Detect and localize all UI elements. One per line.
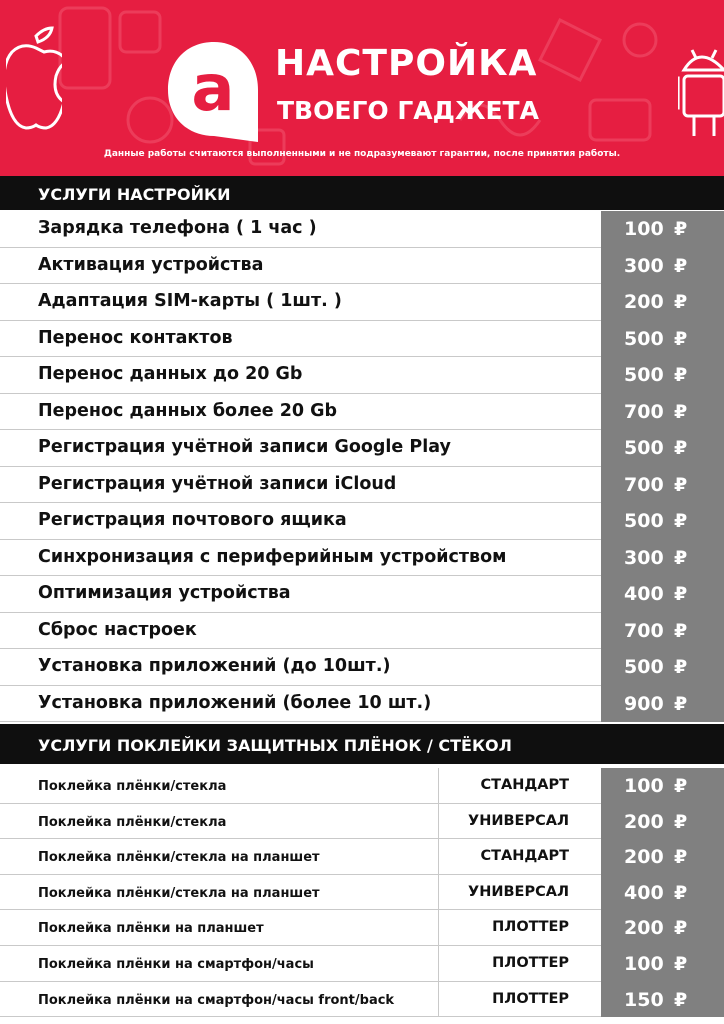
ruble-sign: ₽ bbox=[674, 619, 688, 642]
tier-cell bbox=[438, 875, 601, 910]
film-service-name: Поклейка плёнки/стекла на планшет bbox=[38, 850, 320, 866]
service-row bbox=[0, 686, 724, 723]
title-line-1: НАСТРОЙКА bbox=[275, 43, 538, 84]
service-name: Перенос данных более 20 Gb bbox=[38, 400, 338, 421]
service-name: Перенос данных до 20 Gb bbox=[38, 364, 303, 384]
service-row bbox=[0, 321, 724, 358]
price-cell bbox=[601, 613, 724, 650]
price-cell bbox=[601, 982, 724, 1018]
service-name: Регистрация учётной записи iCloud bbox=[38, 473, 397, 494]
service-name: Зарядка телефона ( 1 час ) bbox=[38, 218, 317, 238]
apple-icon bbox=[6, 26, 62, 146]
price-value: 150 bbox=[624, 988, 664, 1011]
price-value: 500 bbox=[624, 437, 664, 459]
tier-label: СТАНДАРТ bbox=[480, 848, 569, 865]
android-icon bbox=[678, 30, 724, 150]
price-cell bbox=[601, 211, 724, 248]
service-name: Регистрация учётной записи Google Play bbox=[38, 437, 451, 457]
price-cell bbox=[601, 357, 724, 394]
film-service-name: Поклейка плёнки на планшет bbox=[38, 921, 264, 937]
film-service-row bbox=[0, 910, 724, 946]
service-row bbox=[0, 394, 724, 431]
ruble-sign: ₽ bbox=[674, 988, 688, 1011]
film-service-name: Поклейка плёнки на смартфон/часы front/back bbox=[38, 992, 395, 1008]
film-section-header bbox=[0, 724, 724, 764]
service-row bbox=[0, 430, 724, 467]
price-value: 100 bbox=[624, 218, 664, 240]
tier-cell bbox=[438, 804, 601, 839]
price-cell bbox=[601, 649, 724, 686]
film-service-name: Поклейка плёнки на смартфон/часы bbox=[38, 956, 314, 972]
film-service-row bbox=[0, 875, 724, 911]
service-name: Регистрация почтового ящика bbox=[38, 510, 347, 530]
setup-section-title: УСЛУГИ НАСТРОЙКИ bbox=[38, 185, 231, 204]
service-row bbox=[0, 540, 724, 577]
ruble-sign: ₽ bbox=[674, 254, 688, 277]
tier-label: УНИВЕРСАЛ bbox=[468, 883, 569, 900]
ruble-sign: ₽ bbox=[674, 364, 688, 386]
service-row bbox=[0, 211, 724, 248]
price-value: 300 bbox=[624, 546, 664, 569]
price-cell bbox=[601, 875, 724, 911]
price-cell bbox=[601, 321, 724, 358]
ruble-sign: ₽ bbox=[674, 400, 688, 423]
service-row bbox=[0, 576, 724, 613]
price-cell bbox=[601, 248, 724, 285]
price-cell bbox=[601, 768, 724, 804]
price-cell bbox=[601, 946, 724, 982]
ruble-sign: ₽ bbox=[674, 656, 688, 678]
ruble-sign: ₽ bbox=[674, 775, 688, 797]
ruble-sign: ₽ bbox=[674, 473, 688, 496]
film-service-name: Поклейка плёнки/стекла на планшет bbox=[38, 885, 320, 901]
tier-cell bbox=[438, 768, 601, 803]
price-cell bbox=[601, 804, 724, 840]
tier-cell bbox=[438, 910, 601, 945]
ruble-sign: ₽ bbox=[674, 583, 688, 605]
film-service-name: Поклейка плёнки/стекла bbox=[38, 814, 227, 830]
ruble-sign: ₽ bbox=[674, 917, 688, 940]
service-row bbox=[0, 284, 724, 321]
service-name: Сброс настроек bbox=[38, 619, 197, 640]
tier-label: ПЛОТТЕР bbox=[492, 919, 569, 936]
header-banner bbox=[0, 0, 724, 176]
price-value: 200 bbox=[624, 917, 664, 940]
tier-cell bbox=[438, 946, 601, 981]
price-value: 900 bbox=[624, 692, 664, 715]
service-row bbox=[0, 649, 724, 686]
tier-label: ПЛОТТЕР bbox=[492, 990, 569, 1007]
price-value: 400 bbox=[624, 583, 664, 605]
price-value: 100 bbox=[624, 952, 664, 975]
film-services-list bbox=[0, 768, 724, 1017]
service-row bbox=[0, 503, 724, 540]
tier-label: ПЛОТТЕР bbox=[492, 954, 569, 971]
film-service-row bbox=[0, 982, 724, 1018]
price-value: 500 bbox=[624, 656, 664, 678]
price-value: 200 bbox=[624, 291, 664, 313]
price-value: 400 bbox=[624, 881, 664, 904]
price-value: 100 bbox=[624, 775, 664, 797]
brand-logo-icon bbox=[166, 40, 262, 144]
price-cell bbox=[601, 430, 724, 467]
ruble-sign: ₽ bbox=[674, 546, 688, 569]
service-name: Адаптация SIM-карты ( 1шт. ) bbox=[38, 291, 342, 311]
price-value: 300 bbox=[624, 254, 664, 277]
price-value: 500 bbox=[624, 510, 664, 532]
setup-section-header bbox=[0, 176, 724, 210]
film-service-name: Поклейка плёнки/стекла bbox=[38, 779, 227, 794]
ruble-sign: ₽ bbox=[674, 510, 688, 532]
film-service-row bbox=[0, 946, 724, 982]
price-cell bbox=[601, 576, 724, 613]
service-name: Перенос контактов bbox=[38, 327, 233, 348]
ruble-sign: ₽ bbox=[674, 291, 688, 313]
film-service-row bbox=[0, 804, 724, 840]
price-value: 200 bbox=[624, 810, 664, 833]
service-name: Активация устройства bbox=[38, 254, 264, 275]
ruble-sign: ₽ bbox=[674, 952, 688, 975]
film-service-row bbox=[0, 839, 724, 875]
title-line-2: ТВОЕГО ГАДЖЕТА bbox=[277, 96, 539, 125]
ruble-sign: ₽ bbox=[674, 810, 688, 833]
tier-cell bbox=[438, 982, 601, 1017]
tier-cell bbox=[438, 839, 601, 874]
price-cell bbox=[601, 503, 724, 540]
price-cell bbox=[601, 839, 724, 875]
disclaimer-text: Данные работы считаются выполненными и не подразумевают гарантии, после принятия работы. bbox=[103, 149, 621, 159]
service-name: Оптимизация устройства bbox=[38, 583, 291, 603]
ruble-sign: ₽ bbox=[674, 846, 688, 869]
price-cell bbox=[601, 284, 724, 321]
film-section-title: УСЛУГИ ПОКЛЕЙКИ ЗАЩИТНЫХ ПЛЁНОК / СТЁКОЛ bbox=[38, 736, 512, 755]
price-value: 700 bbox=[624, 473, 664, 496]
price-value: 700 bbox=[624, 619, 664, 642]
service-row bbox=[0, 467, 724, 504]
tier-label: СТАНДАРТ bbox=[480, 777, 569, 793]
tier-label: УНИВЕРСАЛ bbox=[468, 812, 569, 829]
logo-letter: a bbox=[191, 52, 235, 126]
ruble-sign: ₽ bbox=[674, 692, 688, 715]
price-cell bbox=[601, 467, 724, 504]
ruble-sign: ₽ bbox=[674, 327, 688, 350]
ruble-sign: ₽ bbox=[674, 218, 688, 240]
price-cell bbox=[601, 686, 724, 723]
ruble-sign: ₽ bbox=[674, 881, 688, 904]
setup-services-list bbox=[0, 211, 724, 722]
service-name: Установка приложений (до 10шт.) bbox=[38, 656, 391, 676]
price-cell bbox=[601, 910, 724, 946]
film-service-row bbox=[0, 768, 724, 804]
price-value: 200 bbox=[624, 846, 664, 869]
price-cell bbox=[601, 540, 724, 577]
service-row bbox=[0, 613, 724, 650]
price-value: 500 bbox=[624, 327, 664, 350]
price-value: 700 bbox=[624, 400, 664, 423]
price-cell bbox=[601, 394, 724, 431]
price-value: 500 bbox=[624, 364, 664, 386]
service-row bbox=[0, 248, 724, 285]
ruble-sign: ₽ bbox=[674, 437, 688, 459]
service-name: Установка приложений (более 10 шт.) bbox=[38, 692, 432, 713]
service-row bbox=[0, 357, 724, 394]
service-name: Синхронизация с периферийным устройством bbox=[38, 546, 507, 567]
